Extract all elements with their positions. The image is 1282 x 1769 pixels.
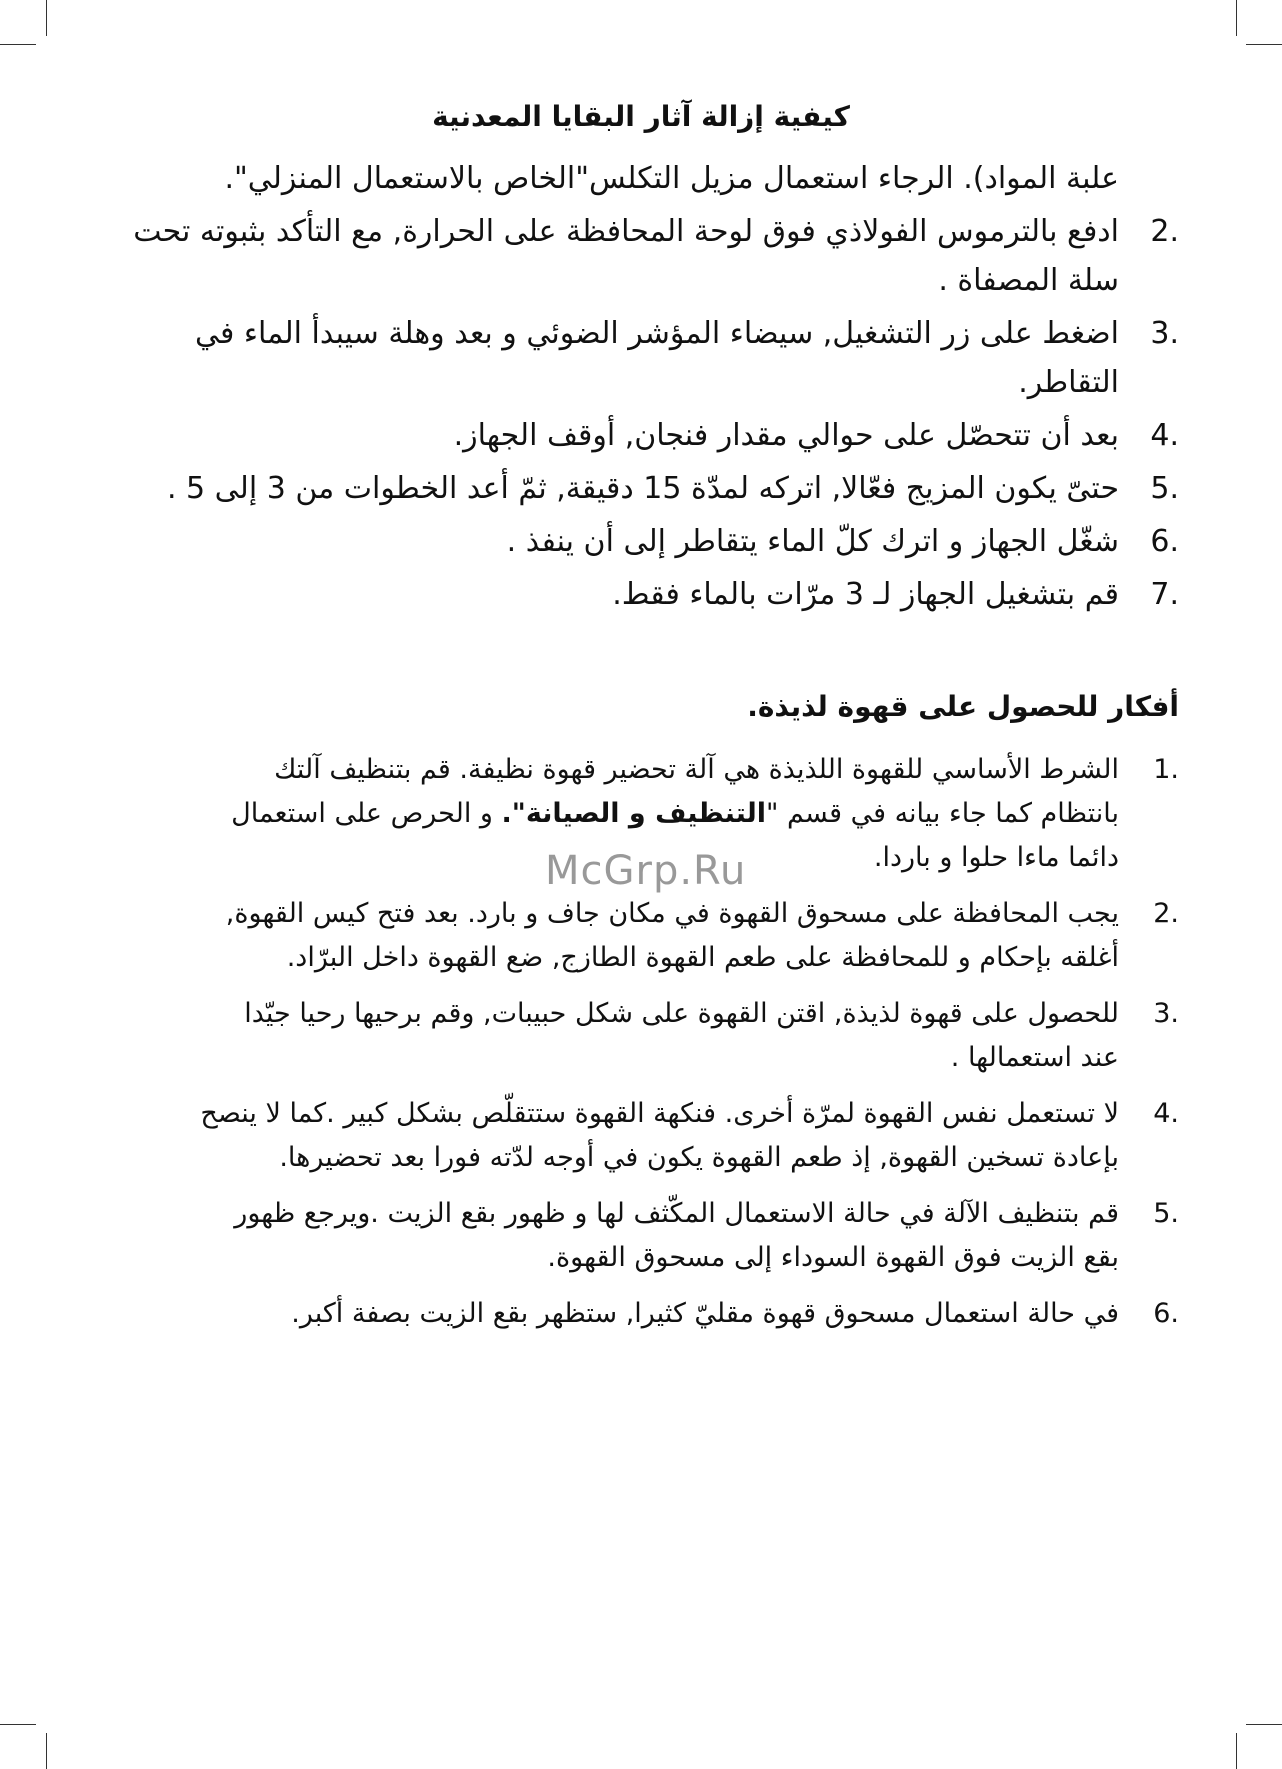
list-item [199, 1092, 1179, 1180]
coffee-tips-list [199, 748, 1179, 1348]
item-number: 5. [1150, 471, 1179, 506]
item-text-after: و الحرص على استعمال دائما ماءا حلوا و باردا. [231, 798, 1119, 873]
item-text: قم بتنظيف الآلة في حالة الاستعمال المكّثف لها و ظهور بقع الزيت .ويرجع ظهور بقع الزيت فوق القهوة السوداء إلى مسحوق القهوة. [234, 1198, 1119, 1273]
list-item [99, 309, 1179, 407]
item-number: 4. [1153, 1098, 1179, 1129]
section-title-metal-residue: كيفية إزالة آثار البقايا المعدنية [432, 100, 850, 133]
crop-mark-bottom-left [46, 1733, 47, 1769]
item-text: لا تستعمل نفس القهوة لمرّة أخرى. فنكهة القهوة ستتقلّص بشكل كبير .كما لا ينصح بإعادة تسخين القهوة, إذ طعم القهوة يكون في أوجه لدّته فورا بعد تحضيرها. [200, 1098, 1119, 1173]
item-number: 2. [1153, 898, 1179, 929]
item-number: 4. [1150, 418, 1179, 453]
list-item [199, 892, 1179, 980]
item-text: اضغط على زر التشغيل, سيضاء المؤشر الضوئي و بعد وهلة سيبدأ الماء في التقاطر. [195, 316, 1119, 400]
item-number: 5. [1153, 1198, 1179, 1229]
crop-mark-top-left [46, 0, 47, 36]
item-number: 1. [1153, 754, 1179, 785]
item-text: شغّل الجهاز و اترك كلّ الماء يتقاطر إلى أن ينفذ . [506, 524, 1119, 559]
watermark: McGrp.Ru [545, 848, 747, 894]
item-text: علبة المواد). الرجاء استعمال مزيل التكلس"الخاص بالاستعمال المنزلي". [224, 161, 1119, 196]
list-item [99, 207, 1179, 305]
item-text: ادفع بالترموس الفولاذي فوق لوحة المحافظة على الحرارة, مع التأكد بثبوته تحت سلة المصفاة . [133, 214, 1119, 298]
section-title-coffee-tips: أفكار للحصول على قهوة لذيذة. [747, 690, 1179, 723]
item-number: 3. [1150, 316, 1179, 351]
list-item [199, 992, 1179, 1080]
item-number: 3. [1153, 998, 1179, 1029]
crop-mark-left-top [0, 44, 36, 45]
crop-mark-bottom-right [1236, 1733, 1237, 1769]
item-text: للحصول على قهوة لذيذة, اقتن القهوة على شكل حبيبات, وقم برحيها رحيا جيّدا عند استعمالها . [244, 998, 1119, 1073]
descaling-steps-list [99, 154, 1179, 623]
item-text: يجب المحافظة على مسحوق القهوة في مكان جاف و بارد. بعد فتح كيس القهوة, أغلقه بإحكام و للمحافظة على طعم القهوة الطازج, ضع القهوة داخل البرّاد. [225, 898, 1119, 973]
list-item [99, 464, 1179, 513]
list-item [99, 411, 1179, 460]
item-number: 6. [1153, 1298, 1179, 1329]
list-item-continuation [99, 154, 1179, 203]
crop-mark-top-right [1236, 0, 1237, 36]
item-text-bold: التنظيف و الصيانة". [501, 798, 767, 829]
crop-mark-left-bottom [0, 1724, 36, 1725]
item-text: قم بتشغيل الجهاز لـ 3 مرّات بالماء فقط. [612, 577, 1119, 612]
crop-mark-right-bottom [1246, 1724, 1282, 1725]
list-item [199, 1192, 1179, 1280]
item-number: 2. [1150, 214, 1179, 249]
item-number: 6. [1150, 524, 1179, 559]
item-text-before: الشرط الأساسي للقهوة اللذيذة هي آلة تحضير قهوة نظيفة. قم بتنظيف آلتك بانتظام كما جاء بيانه في قسم " [274, 754, 1119, 829]
list-item [199, 1292, 1179, 1336]
item-text: في حالة استعمال مسحوق قهوة مقليّ كثيرا, ستظهر بقع الزيت بصفة أكبر. [291, 1298, 1119, 1329]
list-item [99, 517, 1179, 566]
item-number: 7. [1150, 577, 1179, 612]
crop-mark-right-top [1246, 44, 1282, 45]
item-text: حتىّ يكون المزيج فعّالا, اتركه لمدّة 15 دقيقة, ثمّ أعد الخطوات من 3 إلى 5 . [166, 471, 1119, 506]
list-item [99, 570, 1179, 619]
item-text: بعد أن تتحصّل على حوالي مقدار فنجان, أوقف الجهاز. [453, 418, 1119, 453]
